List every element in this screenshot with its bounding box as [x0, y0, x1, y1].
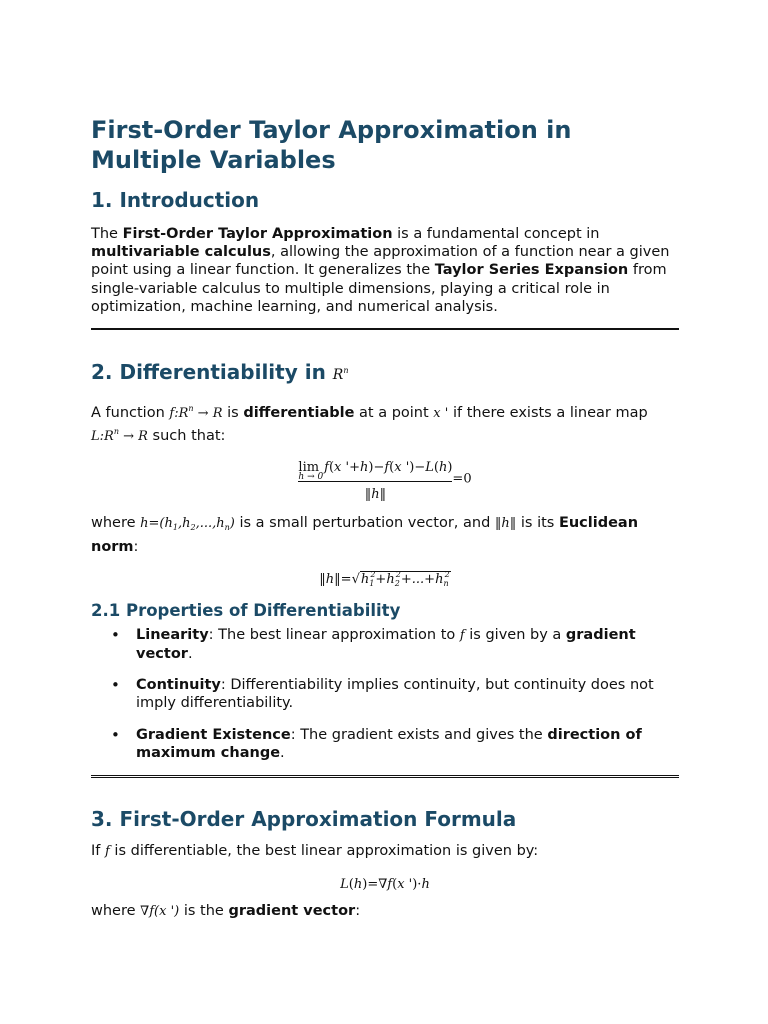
text: is differentiable, the best linear approximation is given by: [109, 843, 539, 860]
math-h-vector: $h=(h_1,h_2,...,h_n)$ [140, 516, 235, 533]
document-body [91, 115, 679, 921]
linear-approximation-equation: L(h)=∇f(x ')·h [340, 877, 430, 893]
bold-term: multivariable calculus [91, 244, 271, 261]
properties-list [91, 626, 679, 762]
section-1-paragraph [91, 225, 679, 316]
text: is a small perturbation vector, and [234, 515, 495, 532]
list-item [136, 726, 679, 762]
numerator: lim f(x '+h)−f(x ')−L(h) h → 0 [298, 456, 452, 482]
math-norm-h: ‖h‖ [494, 516, 517, 532]
math-linear-map: $L:R^n \to R$ [91, 427, 148, 445]
text: at a point [354, 405, 434, 422]
fraction [298, 456, 452, 502]
text: , allowing the approximation of a function near a given point using a linear function. It generalizes the [91, 244, 670, 279]
math-function-map: $f:R^n \to R$ [169, 404, 223, 422]
text: : [133, 538, 139, 555]
text: : The gradient exists and gives the [290, 726, 548, 743]
section-divider [91, 328, 679, 330]
text: if there exists a linear map [448, 405, 648, 422]
differentiability-definition [91, 400, 679, 446]
bold-term: gradient vector [228, 903, 356, 920]
math-symbol: R [332, 367, 344, 384]
list-item [136, 676, 679, 712]
section-divider [91, 775, 679, 778]
text: A function [91, 405, 170, 422]
section-3-heading: 3. First-Order Approximation Formula [91, 807, 517, 832]
text: is [222, 405, 244, 422]
bold-term: Euclidean norm [91, 515, 639, 555]
math-point: x ' [433, 406, 449, 422]
perturbation-paragraph [91, 514, 679, 555]
text: is its [516, 515, 559, 532]
gradient-paragraph [91, 902, 679, 921]
text: is the [179, 903, 229, 920]
section-1-heading: 1. Introduction [91, 188, 260, 212]
approximation-intro [91, 842, 679, 861]
text: . [280, 744, 285, 761]
bold-term: Continuity [136, 677, 221, 694]
math-f: f [105, 844, 110, 860]
heading-text: 2. Differentiability in [91, 360, 333, 385]
text: such that: [147, 428, 226, 445]
text: where [91, 515, 141, 532]
text: . [187, 646, 193, 663]
list-item [136, 626, 679, 663]
document-title: First-Order Taylor Approximation in Multiple Variables [91, 116, 572, 174]
text: from single-variable calculus to multiple dimensions, playing a critical role in optimization, machine learning, and numerical analysis. [91, 262, 667, 315]
bold-term: Gradient Existence [136, 726, 291, 743]
text: : Differentiability implies continuity, but continuity does not imply differentiability. [136, 677, 654, 712]
text: is a fundamental concept in [392, 226, 600, 242]
norm-equation: $‖h‖=√h_1^2+h_2^2+...+h_n^2$ [319, 569, 450, 588]
text: The [91, 226, 123, 242]
bold-term: First-Order Taylor Approximation [122, 226, 393, 242]
math-f: f [459, 627, 465, 643]
text: If [91, 843, 105, 860]
section-2-heading [91, 358, 679, 388]
sqrt-radicand: $h_1^2+h_2^2+...+h_n^2$ [360, 569, 450, 588]
bold-term: differentiable [243, 405, 355, 422]
text: : The best linear approximation to [208, 626, 460, 643]
math-gradient: ∇f(x ') [140, 904, 180, 920]
text: : [355, 903, 361, 920]
denominator: ‖h‖ [364, 487, 387, 503]
text: where [91, 903, 141, 920]
bold-term: gradient vector [136, 626, 636, 663]
bold-term: direction of maximum change [136, 726, 642, 761]
bold-term: Taylor Series Expansion [434, 262, 629, 279]
math-sup: n [343, 366, 349, 376]
limit-equation: lim f(x '+h)−f(x ')−L(h) h → 0 ‖h‖ =0 [91, 456, 679, 502]
text: is given by a [464, 626, 566, 643]
bold-term: Linearity [136, 626, 209, 643]
math-R [333, 367, 349, 383]
subsection-2-1-heading: 2.1 Properties of Differentiability [91, 600, 401, 620]
